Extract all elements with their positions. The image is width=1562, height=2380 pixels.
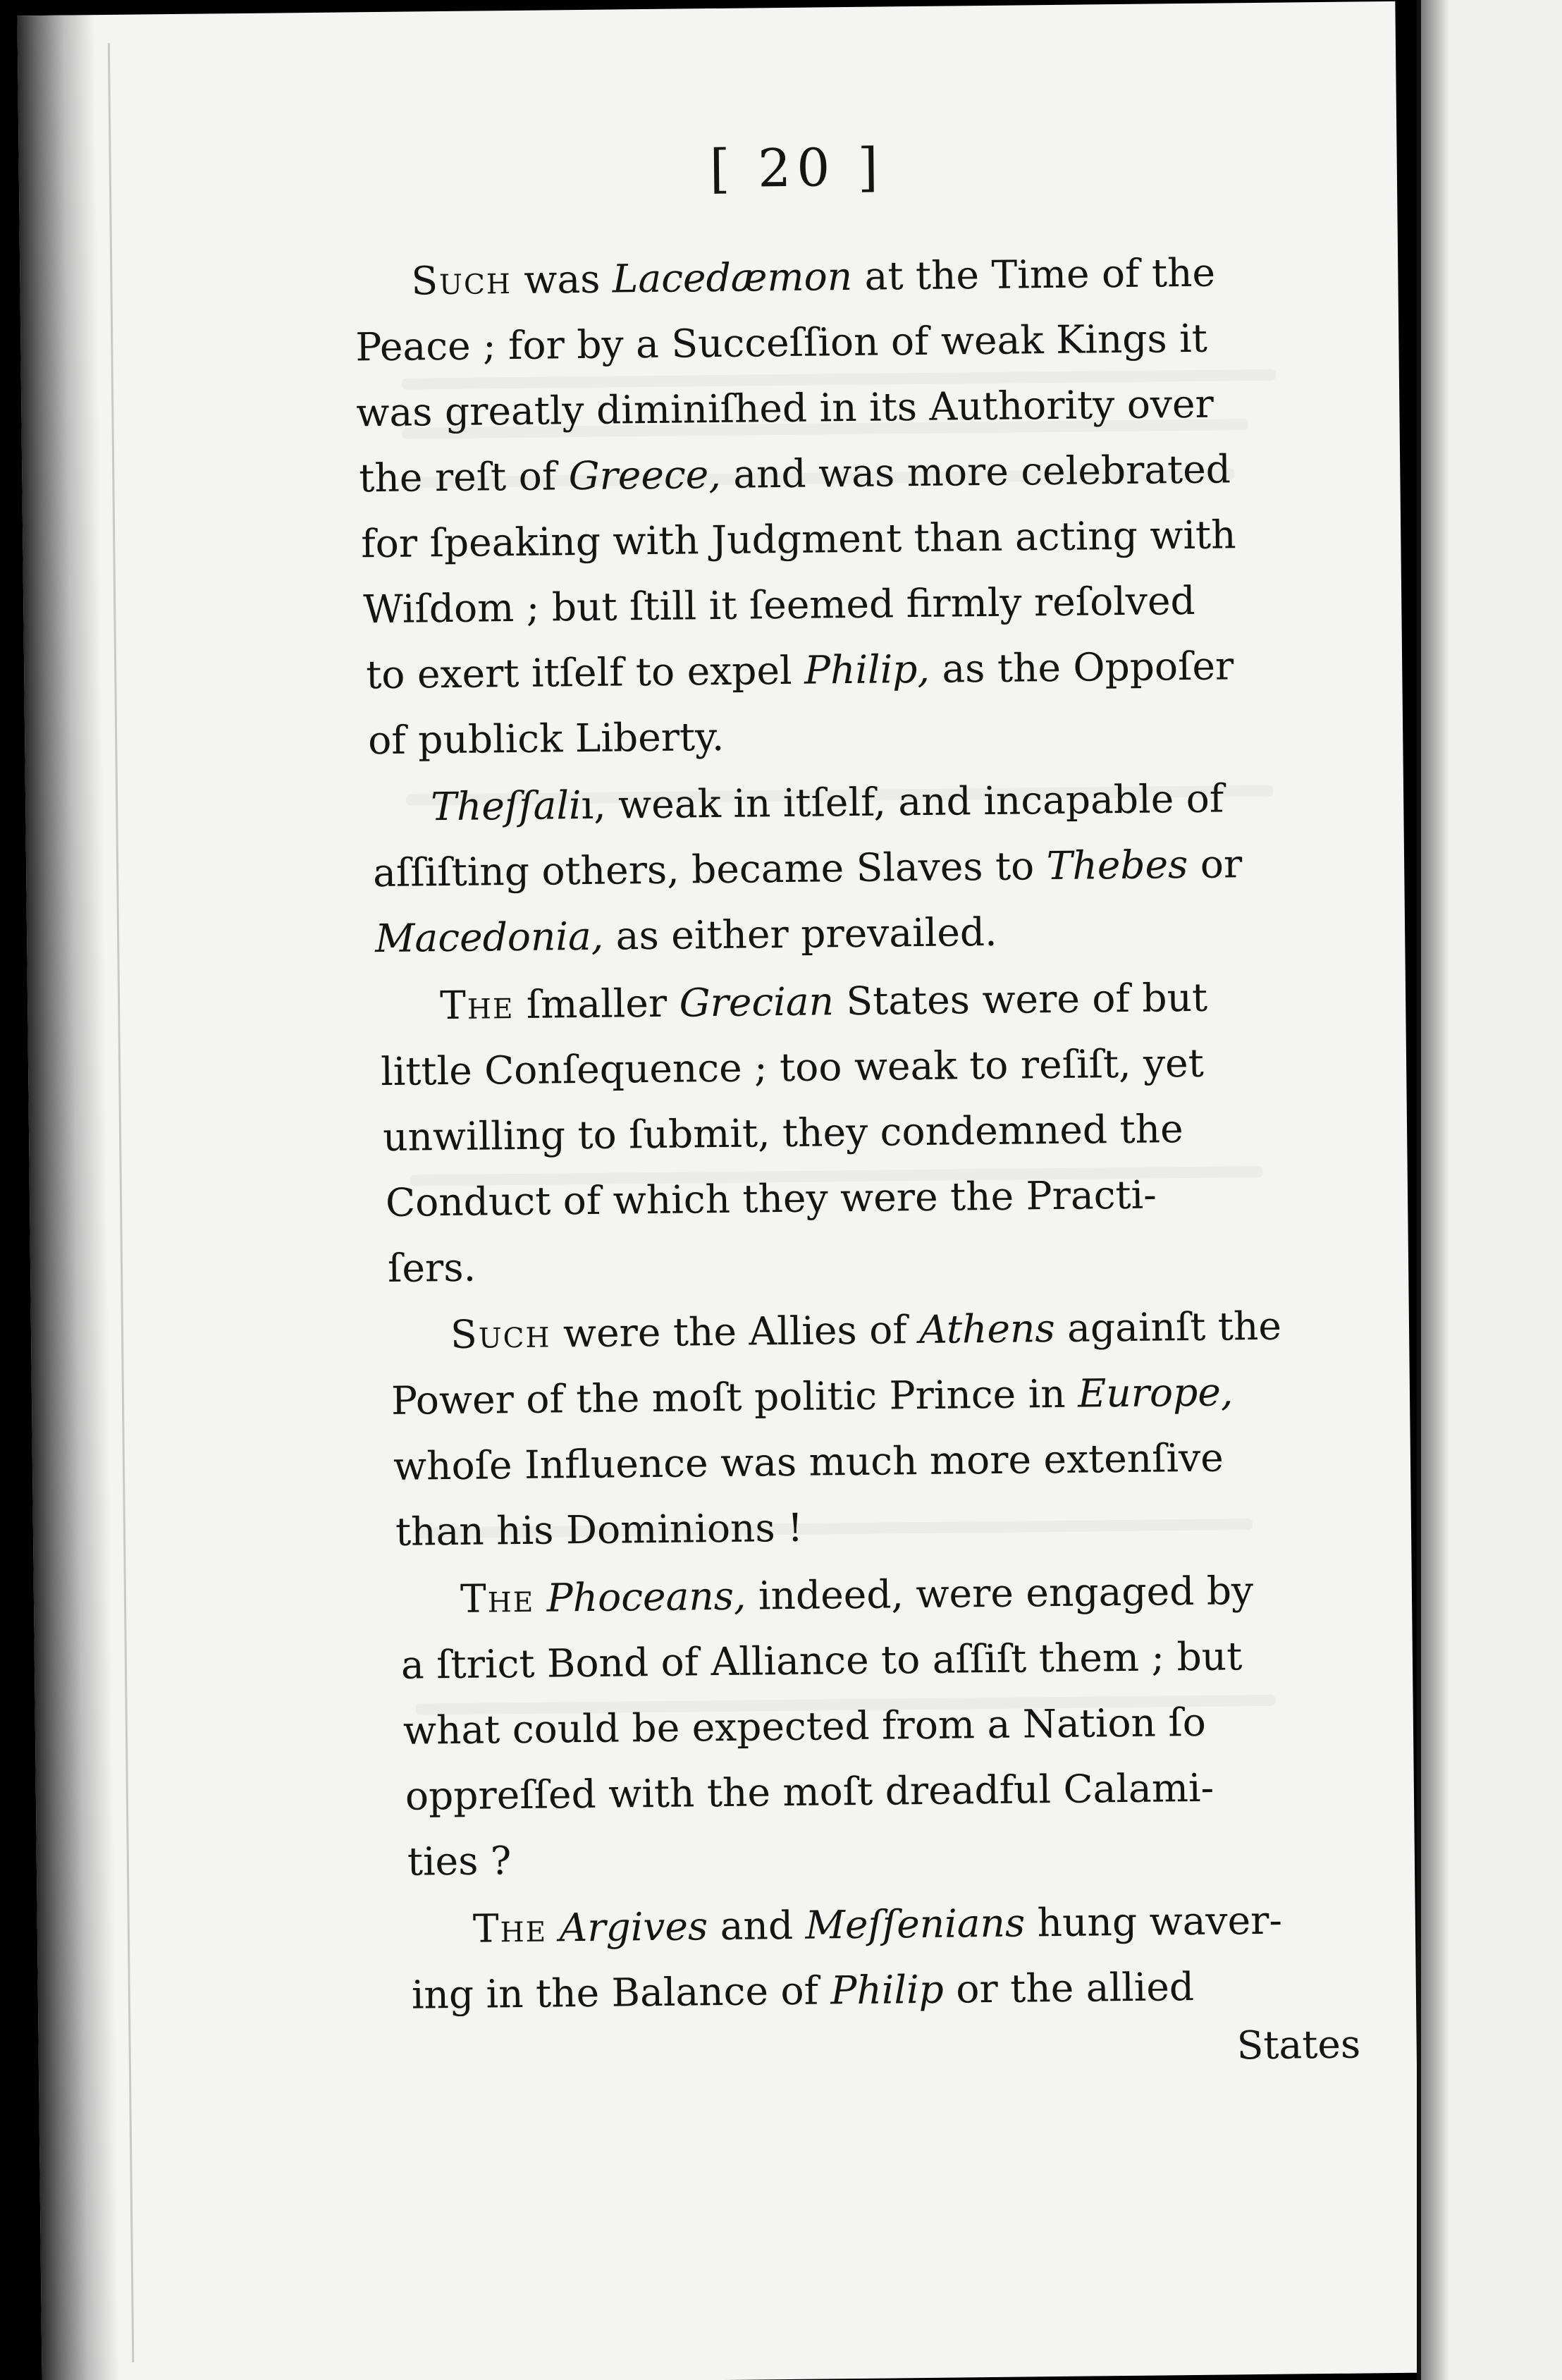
small-caps-lead: The [460, 1575, 535, 1621]
text-line: what could be expected from a Nation ſo [402, 1699, 1207, 1753]
text-line: oppreſſed with the moſt dreadful Calami- [405, 1765, 1214, 1819]
small-caps-lead: The [439, 982, 515, 1029]
page-number: [ 20 ] [709, 137, 885, 200]
italic-term: Europe, [1077, 1369, 1234, 1416]
text-run: at the Time of the [851, 250, 1216, 299]
text-run: and was more celebrated [720, 446, 1231, 497]
italic-term: Grecian [679, 979, 835, 1026]
text-line: for ſpeaking with Judgment than acting with [360, 512, 1236, 567]
text-line [430, 775, 1224, 830]
text-line: a ſtrict Bond of Alliance to aſſiſt them ; but [400, 1633, 1243, 1688]
text-line [472, 1897, 1283, 1951]
text-run: Power of the moſt politic Prince in [390, 1370, 1078, 1423]
text-run: ing in the Balance of [411, 1968, 831, 2018]
adjacent-page-shadow [1421, 0, 1449, 2380]
text-line: unwilling to ſubmit, they condemned the [382, 1106, 1183, 1160]
text-line: whoſe Influence was much more extenſive [393, 1435, 1224, 1489]
text-run: againſt the [1054, 1303, 1282, 1351]
text-line [450, 1303, 1282, 1357]
text-line [359, 446, 1231, 501]
text-line: Conduct of which they were the Practi- [385, 1172, 1157, 1225]
text-run [534, 1576, 547, 1621]
text-run: was [511, 256, 613, 303]
text-run: as the Oppoſer [929, 643, 1234, 692]
italic-term: Macedonia, [374, 913, 604, 962]
text-line: ſers. [387, 1244, 476, 1291]
text-run: States were of but [833, 974, 1208, 1024]
text-run: the reſt of [359, 453, 569, 501]
text-line: of publick Liberty. [367, 713, 725, 763]
text-run: were the Allies of [551, 1307, 920, 1356]
text-line [460, 1568, 1254, 1621]
italic-term: Argives [559, 1903, 708, 1951]
text-run: ı, weak in itſelf, and incapable of [581, 775, 1224, 828]
text-run: or [1187, 841, 1243, 888]
text-line: than his Dominions ! [395, 1504, 804, 1554]
italic-term: Theſſali [430, 783, 582, 830]
adjacent-page-edge [1417, 0, 1562, 2380]
italic-term: Lacedæmon [612, 253, 853, 302]
text-line: little Conſequence ; too weak to reſiſt, yet [380, 1040, 1205, 1095]
text-line: Wiſdom ; but ſtill it ſeemed firmly reſolved [362, 577, 1195, 632]
text-line: ties ? [407, 1838, 512, 1884]
text-run: or the allied [943, 1963, 1195, 2012]
text-line [411, 1963, 1195, 2018]
text-run: ſmaller [514, 980, 679, 1028]
small-caps-lead: The [472, 1905, 548, 1951]
text-run: to exert itſelf to expel [365, 647, 805, 698]
italic-term: Thebes [1046, 842, 1188, 889]
italic-term: Philip [830, 1966, 945, 2013]
italic-term: Phoceans, [546, 1573, 746, 1621]
text-line [374, 909, 997, 962]
book-page [17, 1, 1420, 2380]
text-line [411, 250, 1216, 304]
italic-term: Meſſenians [805, 1900, 1026, 1948]
catchword: States [1236, 2021, 1361, 2068]
text-run: and [707, 1902, 806, 1949]
page-text [17, 1, 1420, 2380]
text-run: hung waver- [1024, 1897, 1283, 1946]
text-run: indeed, were engaged by [746, 1568, 1254, 1619]
text-run [547, 1905, 560, 1950]
text-run: as either prevailed. [603, 909, 997, 959]
text-line: Peace ; for by a Succeſſion of weak Kings it [355, 315, 1208, 370]
italic-term: Philip, [804, 646, 930, 693]
small-caps-lead: Such [411, 257, 512, 304]
text-line [390, 1369, 1234, 1423]
text-line [439, 974, 1208, 1029]
text-line [365, 643, 1234, 698]
text-run: aſſiſting others, became Slaves to [372, 843, 1047, 896]
small-caps-lead: Such [450, 1311, 551, 1357]
italic-term: Greece, [568, 451, 722, 499]
text-line: was greatly diminiſhed in its Authority over [356, 381, 1214, 436]
text-line [372, 841, 1243, 896]
italic-term: Athens [918, 1306, 1055, 1353]
